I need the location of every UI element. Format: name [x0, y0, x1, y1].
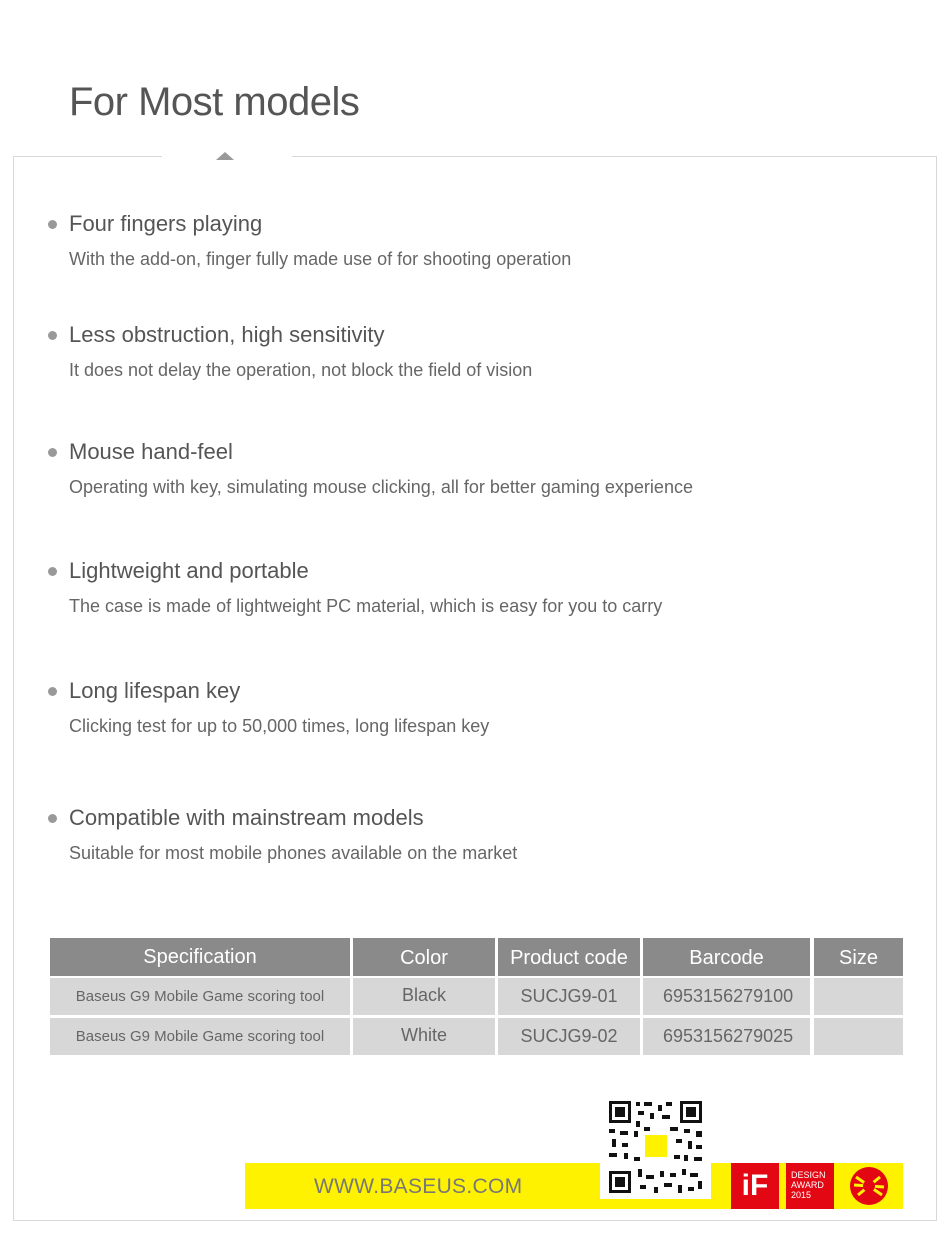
feature-title: Four fingers playing [69, 211, 263, 236]
feature-title: Less obstruction, high sensitivity [69, 322, 385, 347]
feature-title: Mouse hand-feel [69, 439, 233, 464]
table-cell: Baseus G9 Mobile Game scoring tool [50, 1018, 350, 1055]
bullet-dot-icon [48, 814, 57, 823]
table-cell [814, 1018, 903, 1055]
award-line: 2015 [791, 1190, 812, 1200]
feature-title: Long lifespan key [69, 678, 241, 703]
table-header-cell: Size [814, 938, 903, 976]
qr-code-icon [600, 1097, 711, 1199]
table-header-cell: Specification [50, 938, 350, 976]
table-cell: White [353, 1018, 495, 1055]
table-cell: Black [353, 978, 495, 1015]
bullet-dot-icon [48, 220, 57, 229]
feature-description: With the add-on, finger fully made use of for shooting operation [69, 249, 572, 269]
table-header-cell: Color [353, 938, 495, 976]
design-award-badge [786, 1163, 834, 1209]
table-header-cell: Barcode [643, 938, 810, 976]
table-cell: Baseus G9 Mobile Game scoring tool [50, 978, 350, 1015]
table-cell: 6953156279025 [643, 1018, 810, 1055]
feature-title: Compatible with mainstream models [69, 805, 424, 830]
page-title: For Most models [69, 80, 360, 124]
bullet-dot-icon [48, 448, 57, 457]
feature-description: Clicking test for up to 50,000 times, long lifespan key [69, 716, 490, 736]
triangle-up-icon [216, 152, 234, 160]
feature-title: Lightweight and portable [69, 558, 309, 583]
if-design-logo: iF [731, 1163, 779, 1209]
feature-description: Suitable for most mobile phones available on the market [69, 843, 518, 863]
bullet-dot-icon [48, 687, 57, 696]
feature-description: It does not delay the operation, not block the field of vision [69, 360, 533, 380]
website-link[interactable]: WWW.BASEUS.COM [314, 1175, 523, 1198]
table-header-cell: Product code [498, 938, 640, 976]
feature-description: The case is made of lightweight PC material, which is easy for you to carry [69, 596, 663, 616]
bullet-dot-icon [48, 567, 57, 576]
table-cell: SUCJG9-02 [498, 1018, 640, 1055]
bullet-dot-icon [48, 331, 57, 340]
feature-description: Operating with key, simulating mouse clicking, all for better gaming experience [69, 477, 693, 497]
table-cell [814, 978, 903, 1015]
table-cell: SUCJG9-01 [498, 978, 640, 1015]
award-line: AWARD [791, 1180, 824, 1190]
red-dot-icon [846, 1165, 892, 1207]
award-line: DESIGN [791, 1170, 826, 1180]
table-cell: 6953156279100 [643, 978, 810, 1015]
